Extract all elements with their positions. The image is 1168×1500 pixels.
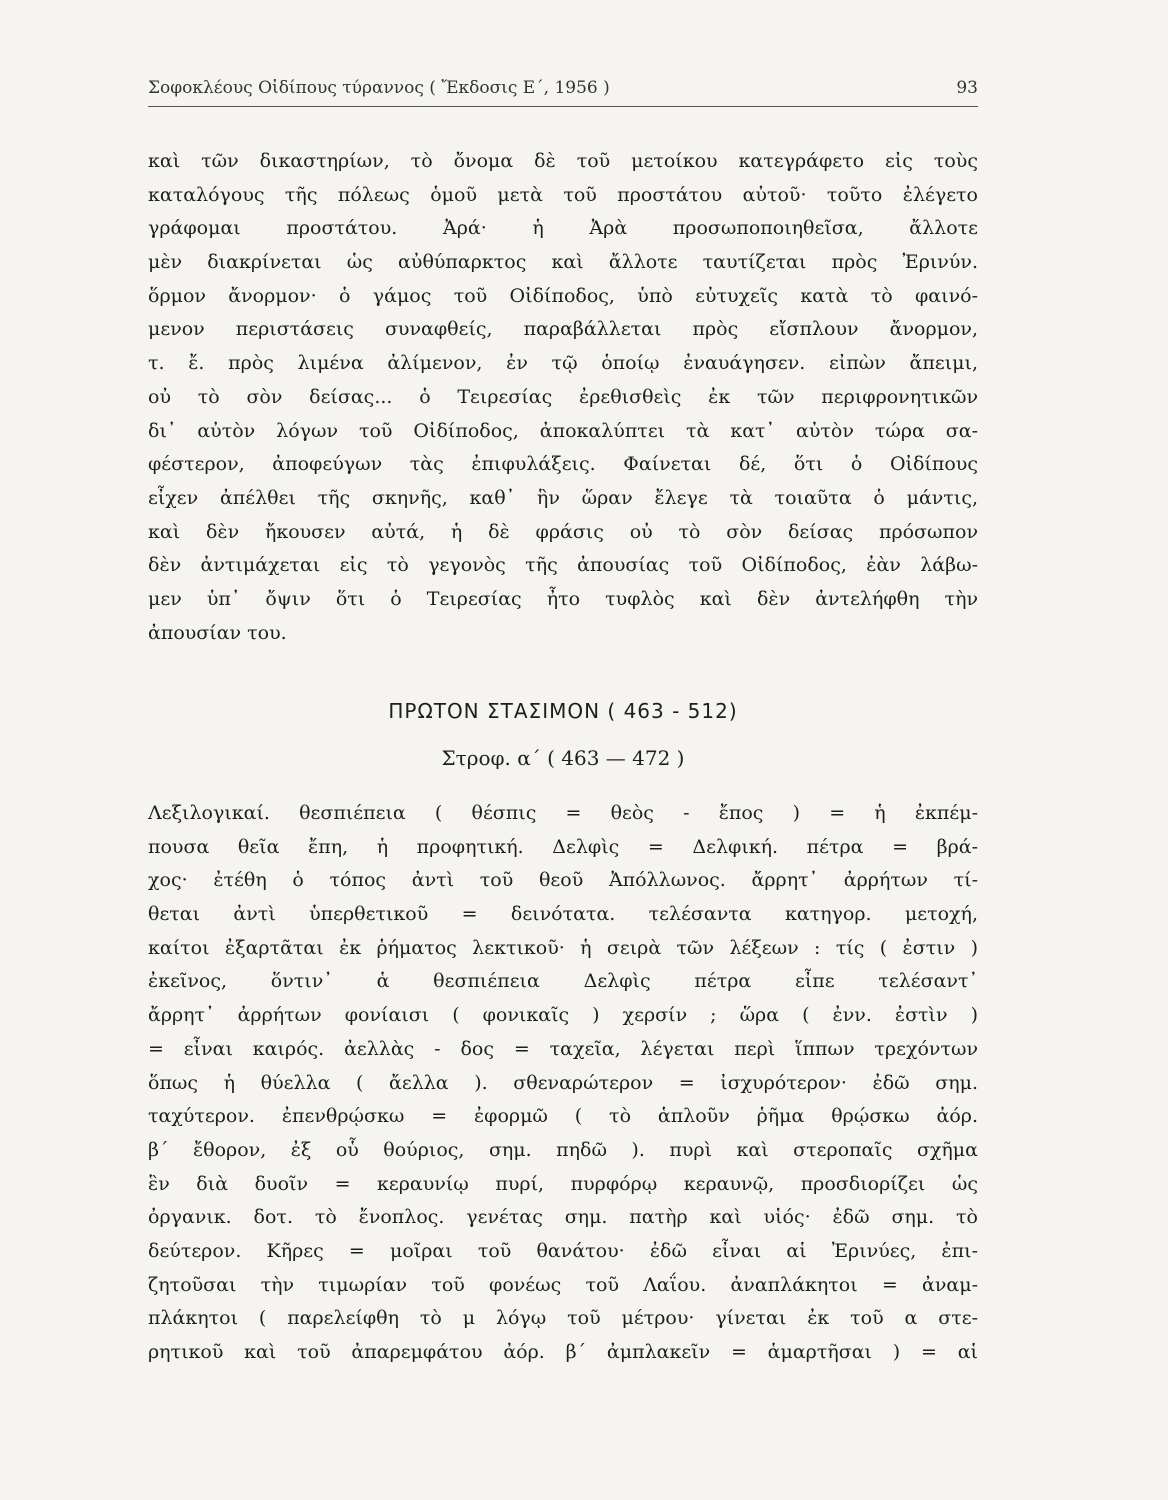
text-line: ἄρρητ᾽ ἀρρήτων φονίαισι ( φονικαῖς ) χερσίν ; ὥρα ( ἐνν. ἐστὶν ) xyxy=(148,1004,978,1027)
text-line: δεύτερον. Κῆρες = μοῖραι τοῦ θανάτου· ἐδῶ εἶναι αἱ Ἐρινύες, ἐπι- xyxy=(148,1239,978,1262)
header-rule xyxy=(148,106,978,107)
text-line: ὅπως ἡ θύελλα ( ἄελλα ). σθεναρώτερον = ἰσχυρότερον· ἐδῶ σημ. xyxy=(148,1071,978,1094)
text-line: ἓν διὰ δυοῖν = κεραυνίῳ πυρί, πυρφόρῳ κεραυνῷ, προσδιορίζει ὡς xyxy=(148,1172,978,1195)
text-line: β΄ ἔθορον, ἐξ οὗ θούριος, σημ. πηδῶ ). πυρὶ καὶ στεροπαῖς σχῆμα xyxy=(148,1138,978,1161)
text-line: ζητοῦσαι τὴν τιμωρίαν τοῦ φονέως τοῦ Λαΐου. ἀναπλάκητοι = ἀναμ- xyxy=(148,1273,978,1296)
text-line: πλάκητοι ( παρελείφθη τὸ μ λόγῳ τοῦ μέτρου· γίνεται ἐκ τοῦ α στε- xyxy=(148,1307,978,1330)
page-number: 93 xyxy=(956,78,978,98)
section-subtitle: ΣΤΑΣΙΜΟΝ xyxy=(487,699,601,723)
text-line: = εἶναι καιρός. ἀελλὰς - δος = ταχεῖα, λέγεται περὶ ἵππων τρεχόντων xyxy=(148,1037,978,1060)
text-line: καταλόγους τῆς πόλεως ὁμοῦ μετὰ τοῦ προστάτου αὐτοῦ· τοῦτο ἐλέγετο xyxy=(148,183,978,206)
text-line: εἶχεν ἀπέλθει τῆς σκηνῆς, καθ᾽ ἣν ὥραν ἔλεγε τὰ τοιαῦτα ὁ μάντις, xyxy=(148,486,978,509)
text-line: τ. ἔ. πρὸς λιμένα ἀλίμενον, ἐν τῷ ὁποίῳ ἐναυάγησεν. εἰπὼν ἄπειμι, xyxy=(148,352,978,375)
running-head-title: Σοφοκλέους Οἰδίπους τύραννος ( Ἔκδοσις Ε΄, 1956 ) xyxy=(148,78,610,98)
text-line: Λεξιλογικαί. θεσπιέπεια ( θέσπις = θεὸς - ἔπος ) = ἡ ἐκπέμ- xyxy=(148,802,978,824)
text-line: μεν ὑπ᾽ ὄψιν ὅτι ὁ Τειρεσίας ἦτο τυφλὸς καὶ δὲν ἀντελήφθη τὴν xyxy=(148,587,978,610)
text-line: πουσα θεῖα ἔπη, ἡ προφητική. Δελφὶς = Δελφική. πέτρα = βρά- xyxy=(148,835,978,858)
text-line: ὅρμον ἄνορμον· ὁ γάμος τοῦ Οἰδίποδος, ὑπὸ εὐτυχεῖς κατὰ τὸ φαινό- xyxy=(148,284,978,307)
text-line: ταχύτερον. ἐπενθρῴσκω = ἐφορμῶ ( τὸ ἁπλοῦν ῥῆμα θρῴσκω ἀόρ. xyxy=(148,1105,978,1128)
text-line: μὲν διακρίνεται ὡς αὐθύπαρκτος καὶ ἄλλοτε ταυτίζεται πρὸς Ἐρινύν. xyxy=(148,251,978,274)
text-line: δὲν ἀντιμάχεται εἰς τὸ γεγονὸς τῆς ἀπουσίας τοῦ Οἰδίποδος, ἐὰν λάβω- xyxy=(148,554,978,577)
lexicon-section xyxy=(148,797,978,1370)
text-line: γράφομαι προστάτου. Ἀρά· ἡ Ἀρὰ προσωποποιηθεῖσα, ἄλλοτε xyxy=(148,217,978,240)
text-line: χος· ἐτέθη ὁ τόπος ἀντὶ τοῦ θεοῦ Ἀπόλλωνος. ἄρρητ᾽ ἀρρήτων τί- xyxy=(148,869,978,892)
text-line: ἀπουσίαν του. xyxy=(148,621,287,644)
text-line: ρητικοῦ καὶ τοῦ ἀπαρεμφάτου ἀόρ. β΄ ἀμπλακεῖν = ἁμαρτῆσαι ) = αἱ xyxy=(148,1341,978,1363)
text-line: καὶ δὲν ἤκουσεν αὐτά, ἡ δὲ φράσις οὐ τὸ σὸν δείσας πρόσωπον xyxy=(148,520,978,543)
text-line: φέστερον, ἀποφεύγων τὰς ἐπιφυλάξεις. Φαίνεται δέ, ὅτι ὁ Οἰδίπους xyxy=(148,453,978,476)
text-line: δι᾽ αὐτὸν λόγων τοῦ Οἰδίποδος, ἀποκαλύπτει τὰ κατ᾽ αὐτὸν τώρα σα- xyxy=(148,419,978,442)
commentary-continued xyxy=(148,145,978,650)
section-title: ΠΡΩΤΟΝ xyxy=(388,699,480,723)
section-range: ( 463 - 512) xyxy=(607,699,738,723)
text-line: ἐκεῖνος, ὅντιν᾽ ἁ θεσπιέπεια Δελφὶς πέτρα εἶπε τελέσαντ᾽ xyxy=(148,970,978,993)
section-heading xyxy=(148,699,978,723)
text-line: θεται ἀντὶ ὑπερθετικοῦ = δεινότατα. τελέσαντα κατηγορ. μετοχή, xyxy=(148,903,978,926)
text-line: μενον περιστάσεις συναφθείς, παραβάλλεται πρὸς εἴσπλουν ἄνορμον, xyxy=(148,318,978,341)
text-line: ὀργανικ. δοτ. τὸ ἔνοπλος. γενέτας σημ. πατὴρ καὶ υἱός· ἐδῶ σημ. τὸ xyxy=(148,1206,978,1229)
strophe-heading: Στροφ. α΄ ( 463 — 472 ) xyxy=(441,746,685,770)
running-head xyxy=(148,74,978,104)
text-line: καὶ τῶν δικαστηρίων, τὸ ὄνομα δὲ τοῦ μετοίκου κατεγράφετο εἰς τοὺς xyxy=(148,150,978,172)
text-line: καίτοι ἐξαρτᾶται ἐκ ῥήματος λεκτικοῦ· ἡ σειρὰ τῶν λέξεων : τίς ( ἐστιν ) xyxy=(148,936,978,959)
text-line: οὐ τὸ σὸν δείσας... ὁ Τειρεσίας ἐρεθισθεὶς ἐκ τῶν περιφρονητικῶν xyxy=(148,385,978,408)
